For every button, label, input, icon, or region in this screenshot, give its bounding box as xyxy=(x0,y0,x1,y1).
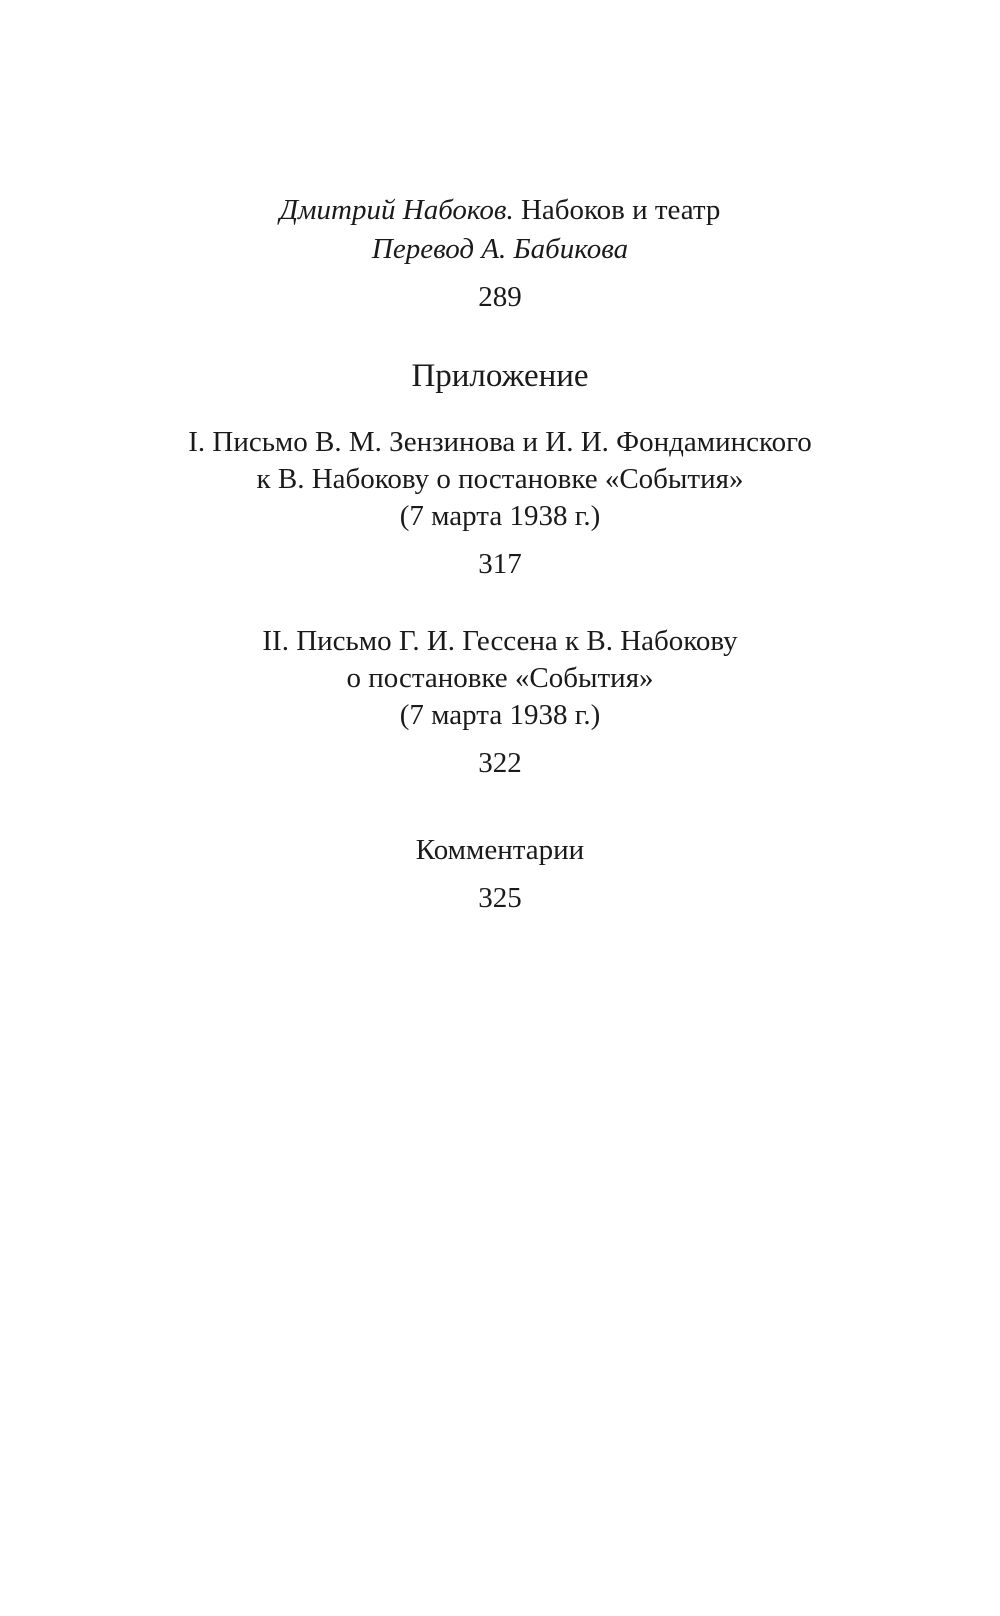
page-number: 317 xyxy=(478,548,522,580)
toc-entry-commentary: Комментарии xyxy=(415,834,585,866)
page-number: 289 xyxy=(478,281,522,313)
appendix-item-2-line-2: о постановке «События» xyxy=(346,662,654,694)
appendix-item-1-line-3: (7 марта 1938 г.) xyxy=(399,500,601,532)
page-number: 325 xyxy=(478,882,522,914)
page-number: 322 xyxy=(478,747,522,779)
appendix-item-2-line-3: (7 марта 1938 г.) xyxy=(399,699,601,731)
author-name: Дмитрий Набоков. xyxy=(279,194,514,226)
toc-entry-theatre-title xyxy=(0,191,1000,229)
translator-credit: Перевод А. Бабикова xyxy=(371,233,629,265)
appendix-item-2-line-1: II. Письмо Г. И. Гессена к В. Набокову xyxy=(262,625,738,657)
appendix-item-1-line-1: I. Письмо В. М. Зензинова и И. И. Фондаминского xyxy=(188,426,812,458)
appendix-item-1-line-2: к В. Набокову о постановке «События» xyxy=(256,463,744,495)
essay-title: Набоков и театр xyxy=(520,194,721,226)
section-heading-appendix: Приложение xyxy=(411,358,589,394)
